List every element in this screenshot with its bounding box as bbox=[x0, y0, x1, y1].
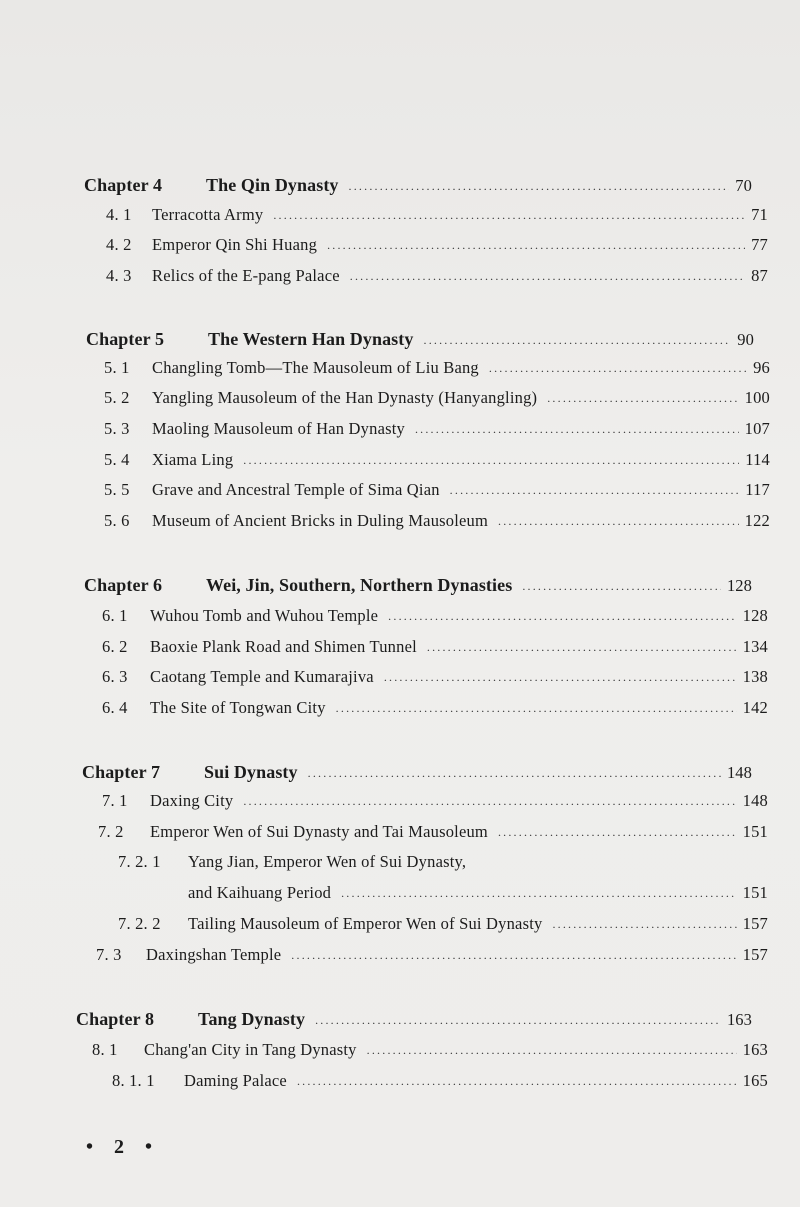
entry-title: Tailing Mausoleum of Emperor Wen of Sui Dynasty bbox=[188, 914, 543, 933]
toc-section-entry[interactable] bbox=[98, 822, 768, 842]
toc-section-entry[interactable] bbox=[102, 698, 768, 718]
entry-title: Daxing City bbox=[150, 791, 234, 810]
entry-title: Emperor Qin Shi Huang bbox=[152, 235, 318, 254]
entry-number: 6. 1 bbox=[102, 606, 128, 625]
entry-page-number: 70 bbox=[735, 176, 752, 195]
entry-number: 7. 2 bbox=[98, 822, 124, 841]
toc-section-entry[interactable] bbox=[104, 450, 770, 470]
dot-leader bbox=[308, 766, 721, 781]
entry-number: 4. 3 bbox=[106, 266, 132, 285]
entry-number: 7. 2. 2 bbox=[118, 914, 161, 933]
toc-section-entry[interactable] bbox=[96, 945, 768, 965]
entry-page-number: 163 bbox=[742, 1040, 768, 1059]
toc-section-entry[interactable] bbox=[104, 388, 770, 408]
entry-number: 8. 1 bbox=[92, 1040, 118, 1059]
toc-section-entry[interactable] bbox=[104, 419, 770, 439]
entry-title: Tang Dynasty bbox=[198, 1009, 306, 1029]
entry-page-number: 148 bbox=[742, 791, 768, 810]
entry-number: 5. 1 bbox=[104, 358, 130, 377]
entry-page-number: 107 bbox=[744, 419, 770, 438]
entry-number: 8. 1. 1 bbox=[112, 1071, 155, 1090]
entry-title: Yang Jian, Emperor Wen of Sui Dynasty, bbox=[188, 852, 467, 871]
dot-leader bbox=[427, 640, 737, 655]
dot-leader bbox=[522, 579, 721, 594]
dot-leader bbox=[498, 514, 739, 529]
dot-leader bbox=[349, 179, 730, 194]
entry-title: Daming Palace bbox=[184, 1071, 287, 1090]
entry-number: Chapter 7 bbox=[82, 762, 161, 782]
entry-number: 4. 2 bbox=[106, 235, 132, 254]
entry-page-number: 117 bbox=[745, 480, 770, 499]
toc-section-entry[interactable] bbox=[102, 606, 768, 626]
entry-title: Daxingshan Temple bbox=[146, 945, 282, 964]
toc-chapter-entry[interactable] bbox=[84, 175, 752, 196]
toc-chapter-entry[interactable] bbox=[76, 1009, 752, 1030]
entry-page-number: 151 bbox=[742, 883, 768, 902]
entry-page-number: 148 bbox=[726, 763, 752, 782]
toc-section-entry[interactable] bbox=[102, 637, 768, 657]
toc-section-entry[interactable] bbox=[112, 1071, 768, 1091]
entry-title: The Qin Dynasty bbox=[206, 175, 339, 195]
dot-leader bbox=[552, 917, 736, 932]
toc-section-entry[interactable] bbox=[92, 1040, 768, 1060]
entry-number: Chapter 4 bbox=[84, 175, 163, 195]
entry-page-number: 157 bbox=[742, 945, 768, 964]
dot-leader bbox=[327, 238, 745, 253]
entry-title: Baoxie Plank Road and Shimen Tunnel bbox=[150, 637, 417, 656]
entry-page-number: 128 bbox=[726, 576, 752, 595]
dot-leader bbox=[315, 1013, 721, 1028]
dot-leader bbox=[384, 670, 737, 685]
dot-leader bbox=[547, 391, 738, 406]
entry-number: 5. 2 bbox=[104, 388, 130, 407]
dot-leader bbox=[350, 269, 745, 284]
entry-title: Wuhou Tomb and Wuhou Temple bbox=[150, 606, 379, 625]
dot-leader bbox=[297, 1074, 737, 1089]
entry-page-number: 122 bbox=[744, 511, 770, 530]
entry-page-number: 165 bbox=[742, 1071, 768, 1090]
toc-chapter-entry[interactable] bbox=[84, 575, 752, 596]
toc-section-entry[interactable] bbox=[118, 852, 768, 872]
entry-title: Terracotta Army bbox=[152, 205, 264, 224]
entry-number: Chapter 6 bbox=[84, 575, 163, 595]
entry-number: 5. 5 bbox=[104, 480, 130, 499]
entry-number: 5. 3 bbox=[104, 419, 130, 438]
dot-leader bbox=[388, 609, 736, 624]
entry-number: 6. 3 bbox=[102, 667, 128, 686]
toc-section-entry[interactable] bbox=[104, 511, 770, 531]
entry-number: 5. 4 bbox=[104, 450, 130, 469]
entry-number: Chapter 5 bbox=[86, 329, 165, 349]
entry-number: 7. 2. 1 bbox=[118, 852, 161, 871]
entry-title: Wei, Jin, Southern, Northern Dynasties bbox=[206, 575, 513, 595]
entry-page-number: 157 bbox=[742, 914, 768, 933]
entry-page-number: 138 bbox=[742, 667, 768, 686]
dot-leader bbox=[341, 886, 737, 901]
entry-number: 5. 6 bbox=[104, 511, 130, 530]
dot-leader bbox=[336, 701, 737, 716]
entry-number: 6. 4 bbox=[102, 698, 128, 717]
dot-leader bbox=[424, 333, 732, 348]
entry-title: Chang'an City in Tang Dynasty bbox=[144, 1040, 357, 1059]
toc-chapter-entry[interactable] bbox=[82, 762, 752, 783]
entry-title: Museum of Ancient Bricks in Duling Mausoleum bbox=[152, 511, 489, 530]
dot-leader bbox=[450, 483, 740, 498]
entry-title: Emperor Wen of Sui Dynasty and Tai Mausoleum bbox=[150, 822, 488, 841]
dot-leader bbox=[489, 361, 747, 376]
dot-leader bbox=[498, 825, 737, 840]
entry-number: 6. 2 bbox=[102, 637, 128, 656]
entry-title: Maoling Mausoleum of Han Dynasty bbox=[152, 419, 405, 438]
entry-title: Grave and Ancestral Temple of Sima Qian bbox=[152, 480, 440, 499]
entry-title: Relics of the E-pang Palace bbox=[152, 266, 340, 285]
entry-page-number: 151 bbox=[742, 822, 768, 841]
entry-page-number: 77 bbox=[751, 235, 768, 254]
dot-leader bbox=[415, 422, 739, 437]
toc-section-entry[interactable] bbox=[102, 667, 768, 687]
entry-title: Changling Tomb—The Mausoleum of Liu Bang bbox=[152, 358, 479, 377]
entry-title: The Western Han Dynasty bbox=[208, 329, 414, 349]
toc-section-entry[interactable] bbox=[106, 266, 768, 286]
entry-page-number: 87 bbox=[751, 266, 768, 285]
entry-number: 7. 3 bbox=[96, 945, 122, 964]
toc-section-entry[interactable] bbox=[106, 205, 768, 225]
entry-page-number: 71 bbox=[751, 205, 768, 224]
dot-leader bbox=[367, 1043, 737, 1058]
dot-leader bbox=[243, 794, 736, 809]
toc-section-entry[interactable] bbox=[104, 358, 770, 378]
toc-section-entry[interactable] bbox=[118, 914, 768, 934]
entry-number: Chapter 8 bbox=[76, 1009, 155, 1029]
toc-section-entry[interactable] bbox=[188, 883, 768, 903]
toc-section-entry[interactable] bbox=[104, 480, 770, 500]
entry-number: 4. 1 bbox=[106, 205, 132, 224]
entry-page-number: 90 bbox=[737, 330, 754, 349]
entry-page-number: 134 bbox=[742, 637, 768, 656]
dot-leader bbox=[243, 453, 739, 468]
dot-leader bbox=[291, 948, 736, 963]
entry-title: Xiama Ling bbox=[152, 450, 234, 469]
page-folio: • 2 • bbox=[86, 1136, 161, 1158]
toc-chapter-entry[interactable] bbox=[86, 329, 754, 350]
entry-page-number: 142 bbox=[742, 698, 768, 717]
entry-page-number: 128 bbox=[742, 606, 768, 625]
entry-page-number: 163 bbox=[726, 1010, 752, 1029]
entry-title: The Site of Tongwan City bbox=[150, 698, 326, 717]
entry-number: 7. 1 bbox=[102, 791, 128, 810]
entry-title: Sui Dynasty bbox=[204, 762, 298, 782]
entry-page-number: 96 bbox=[753, 358, 770, 377]
toc-section-entry[interactable] bbox=[106, 235, 768, 255]
dot-leader bbox=[273, 208, 745, 223]
entry-title: and Kaihuang Period bbox=[188, 883, 332, 902]
entry-title: Caotang Temple and Kumarajiva bbox=[150, 667, 374, 686]
toc-section-entry[interactable] bbox=[102, 791, 768, 811]
entry-title: Yangling Mausoleum of the Han Dynasty (Hanyangling) bbox=[152, 388, 538, 407]
entry-page-number: 114 bbox=[745, 450, 770, 469]
entry-page-number: 100 bbox=[744, 388, 770, 407]
